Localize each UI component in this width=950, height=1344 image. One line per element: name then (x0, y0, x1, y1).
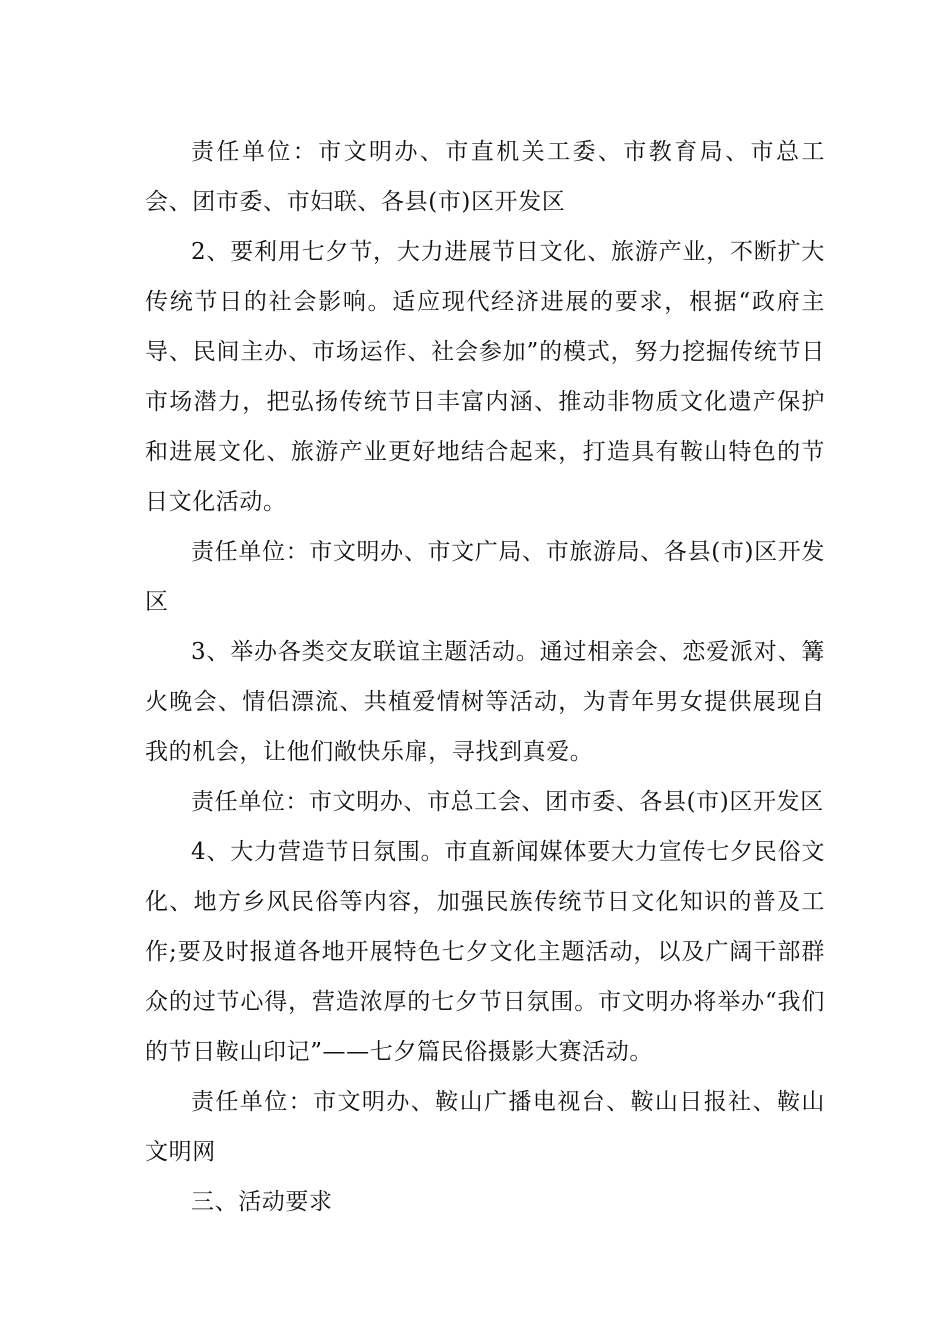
paragraph-responsible-units-1: 责任单位：市文明办、市直机关工委、市教育局、市总工会、团市委、市妇联、各县(市)区开发区 (145, 139, 825, 215)
paragraph-item-4: 4、大力营造节日氛围。市直新闻媒体要大力宣传七夕民俗文化、地方乡风民俗等内容，加强民族传统节日文化知识的普及工作;要及时报道各地开展特色七夕文化主题活动，以及广阔干部群众的过节心得，营造浓厚的七夕节日氛围。市文明办将举办“我们的节日鞍山印记”——七夕篇民俗摄影大赛活动。 (145, 839, 825, 1065)
section-heading: 三、活动要求 (191, 1189, 333, 1215)
document-body (145, 127, 825, 1227)
paragraph-responsible-units-3: 责任单位：市文明办、市总工会、团市委、各县(市)区开发区 (191, 789, 824, 815)
paragraph-responsible-units-4: 责任单位：市文明办、鞍山广播电视台、鞍山日报社、鞍山文明网 (145, 1089, 825, 1165)
paragraph-item-3: 3、举办各类交友联谊主题活动。通过相亲会、恋爱派对、篝火晚会、情侣漂流、共植爱情树等活动，为青年男女提供展现自我的机会，让他们敞快乐扉，寻找到真爱。 (145, 639, 825, 765)
paragraph-item-2: 2、要利用七夕节，大力进展节日文化、旅游产业，不断扩大传统节日的社会影响。适应现代经济进展的要求，根据“政府主导、民间主办、市场运作、社会参加”的模式，努力挖掘传统节日市场潜力，把弘扬传统节日丰富内涵、推动非物质文化遗产保护和进展文化、旅游产业更好地结合起来，打造具有鞍山特色的节日文化活动。 (145, 239, 825, 515)
paragraph-responsible-units-2: 责任单位：市文明办、市文广局、市旅游局、各县(市)区开发区 (145, 539, 825, 615)
